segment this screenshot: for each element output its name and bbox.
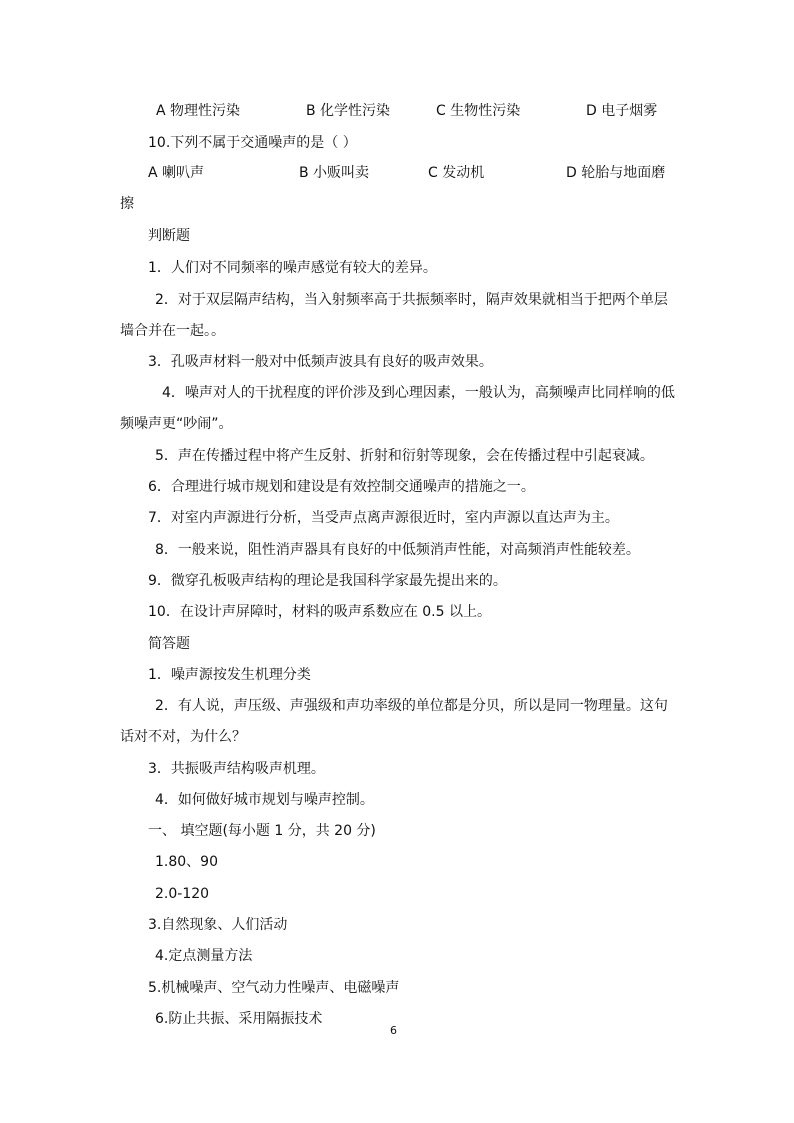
judge-item: 7．对室内声源进行分析，当受声点离声源很近时，室内声源以直达声为主。 — [148, 510, 619, 526]
q9-option-c: C 生物性污染 — [436, 103, 521, 119]
short-item: 2．有人说，声压级、声强级和声功率级的单位都是分贝，所以是同一物理量。这句 — [155, 698, 668, 714]
answer-item: 3.自然现象、人们活动 — [148, 917, 288, 933]
q10-stem: 10.下列不属于交通噪声的是（ ） — [148, 135, 357, 151]
short-item: 4．如何做好城市规划与噪声控制。 — [155, 792, 374, 808]
judge-item: 3．孔吸声材料一般对中低频声波具有良好的吸声效果。 — [148, 354, 493, 370]
judge-item: 6．合理进行城市规划和建设是有效控制交通噪声的措施之一。 — [148, 479, 535, 495]
short-item: 3．共振吸声结构吸声机理。 — [148, 761, 325, 777]
judge-item: 4．噪声对人的干扰程度的评价涉及到心理因素，一般认为，高频噪声比同样响的低 — [162, 385, 675, 401]
judge-heading: 判断题 — [148, 228, 190, 244]
judge-item: 10．在设计声屏障时，材料的吸声系数应在 0.5 以上。 — [148, 604, 491, 620]
judge-item: 频噪声更“吵闹”。 — [120, 416, 233, 432]
judge-item: 2．对于双层隔声结构，当入射频率高于共振频率时，隔声效果就相当于把两个单层 — [155, 292, 668, 308]
q10-option-d: D 轮胎与地面磨 — [566, 165, 666, 181]
q10-option-c: C 发动机 — [428, 165, 485, 181]
answers-heading: 一、 填空题(每小题 1 分，共 20 分) — [148, 823, 376, 839]
q10-option-b: B 小贩叫卖 — [299, 165, 370, 181]
q9-option-d: D 电子烟雾 — [586, 103, 658, 119]
short-item: 话对不对，为什么？ — [120, 729, 246, 745]
short-heading: 简答题 — [148, 636, 190, 652]
answer-item: 6.防止共振、采用隔振技术 — [155, 1011, 323, 1027]
q9-option-b: B 化学性污染 — [306, 103, 391, 119]
judge-item: 5．声在传播过程中将产生反射、折射和衍射等现象，会在传播过程中引起衰减。 — [155, 448, 654, 464]
answer-item: 5.机械噪声、空气动力性噪声、电磁噪声 — [148, 980, 400, 996]
page-number: 6 — [390, 1024, 397, 1037]
judge-item: 墙合并在一起。。 — [120, 323, 225, 339]
q10-option-d-wrap: 擦 — [120, 196, 134, 212]
q10-option-a: A 喇叭声 — [148, 165, 205, 181]
judge-item: 1．人们对不同频率的噪声感觉有较大的差异。 — [148, 260, 437, 276]
answer-item: 2.0-120 — [155, 886, 210, 902]
q9-option-a: A 物理性污染 — [156, 103, 241, 119]
judge-item: 9．微穿孔板吸声结构的理论是我国科学家最先提出来的。 — [148, 573, 507, 589]
answer-item: 1.80、90 — [155, 854, 218, 870]
short-item: 1．噪声源按发生机理分类 — [148, 667, 311, 683]
answer-item: 4.定点测量方法 — [155, 948, 253, 964]
judge-item: 8．一般来说，阻性消声器具有良好的中低频消声性能，对高频消声性能较差。 — [155, 542, 640, 558]
